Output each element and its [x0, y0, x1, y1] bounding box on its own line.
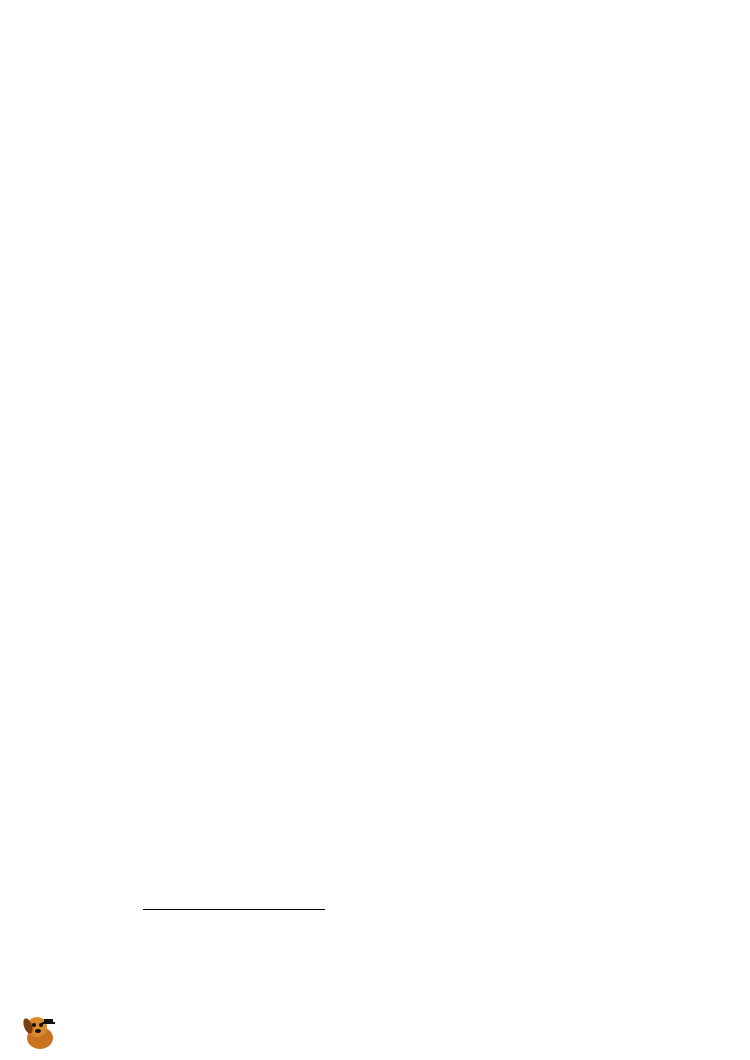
footnote-rule — [143, 909, 325, 910]
section-heading — [143, 256, 680, 278]
watermark — [650, 300, 750, 740]
unidog-logo[interactable] — [20, 1012, 160, 1052]
dog-mascot-icon — [20, 1012, 60, 1052]
